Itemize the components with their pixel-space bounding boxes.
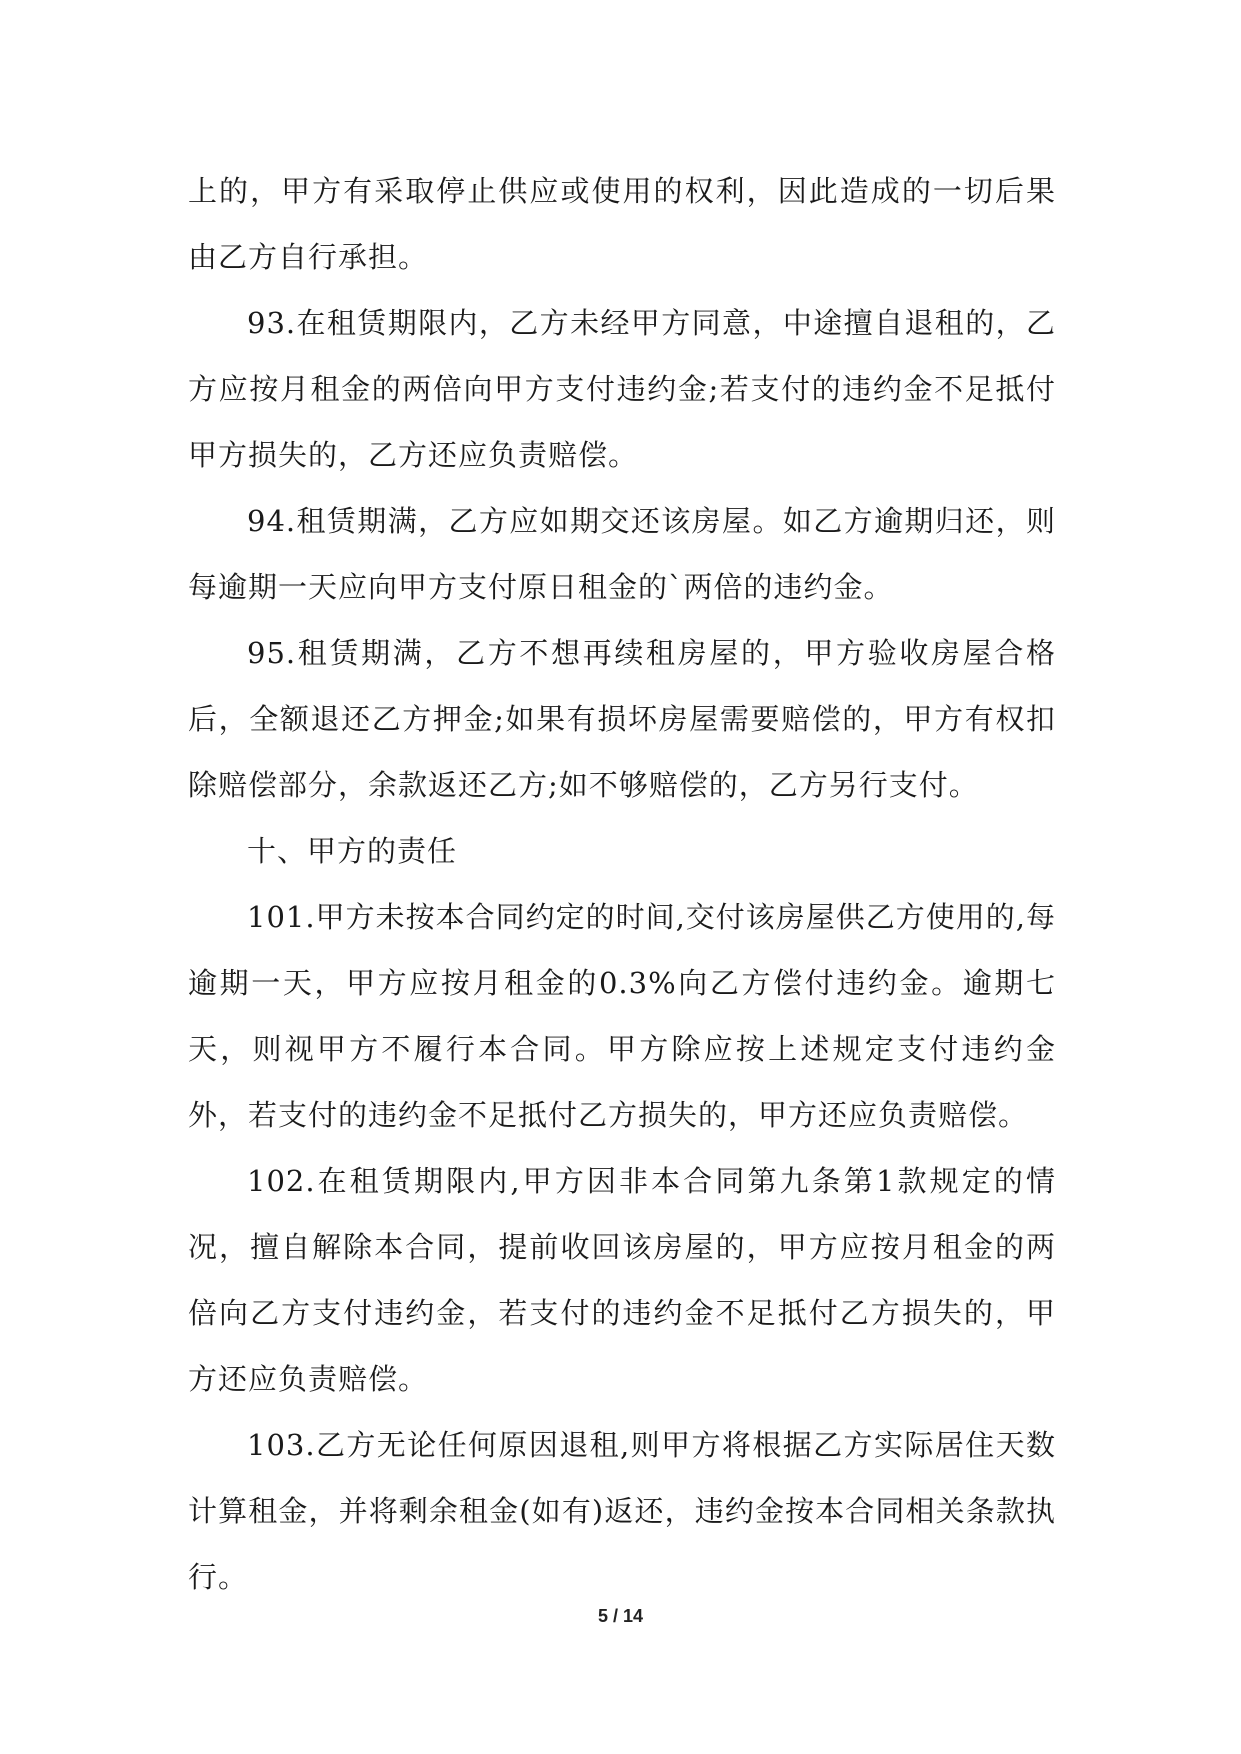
paragraph-clause-103: 103.乙方无论任何原因退租,则甲方将根据乙方实际居住天数计算租金，并将剩余租金(如有)返还，违约金按本合同相关条款执行。	[188, 1428, 1056, 1594]
paragraph-continuation: 上的，甲方有采取停止供应或使用的权利，因此造成的一切后果由乙方自行承担。	[188, 174, 1056, 274]
section-heading: 十、甲方的责任	[247, 834, 458, 868]
paragraph-clause-102: 102.在租赁期限内,甲方因非本合同第九条第1款规定的情况，擅自解除本合同，提前收回该房屋的，甲方应按月租金的两倍向乙方支付违约金，若支付的违约金不足抵付乙方损失的，甲方还应负责赔偿。	[188, 1164, 1056, 1396]
document-body	[188, 158, 1056, 1610]
paragraph-clause-101: 101.甲方未按本合同约定的时间,交付该房屋供乙方使用的,每逾期一天，甲方应按月租金的0.3%向乙方偿付违约金。逾期七天，则视甲方不履行本合同。甲方除应按上述规定支付违约金外，若支付的违约金不足抵付乙方损失的，甲方还应负责赔偿。	[188, 900, 1057, 1132]
paragraph-clause-93: 93.在租赁期限内，乙方未经甲方同意，中途擅自退租的，乙方应按月租金的两倍向甲方支付违约金;若支付的违约金不足抵付甲方损失的，乙方还应负责赔偿。	[188, 306, 1056, 472]
paragraph-clause-94: 94.租赁期满，乙方应如期交还该房屋。如乙方逾期归还，则每逾期一天应向甲方支付原日租金的`两倍的违约金。	[188, 504, 1056, 604]
paragraph-clause-95: 95.租赁期满，乙方不想再续租房屋的，甲方验收房屋合格后，全额退还乙方押金;如果有损坏房屋需要赔偿的，甲方有权扣除赔偿部分，余款返还乙方;如不够赔偿的，乙方另行支付。	[188, 636, 1056, 802]
page-number: 5 / 14	[597, 1606, 644, 1626]
